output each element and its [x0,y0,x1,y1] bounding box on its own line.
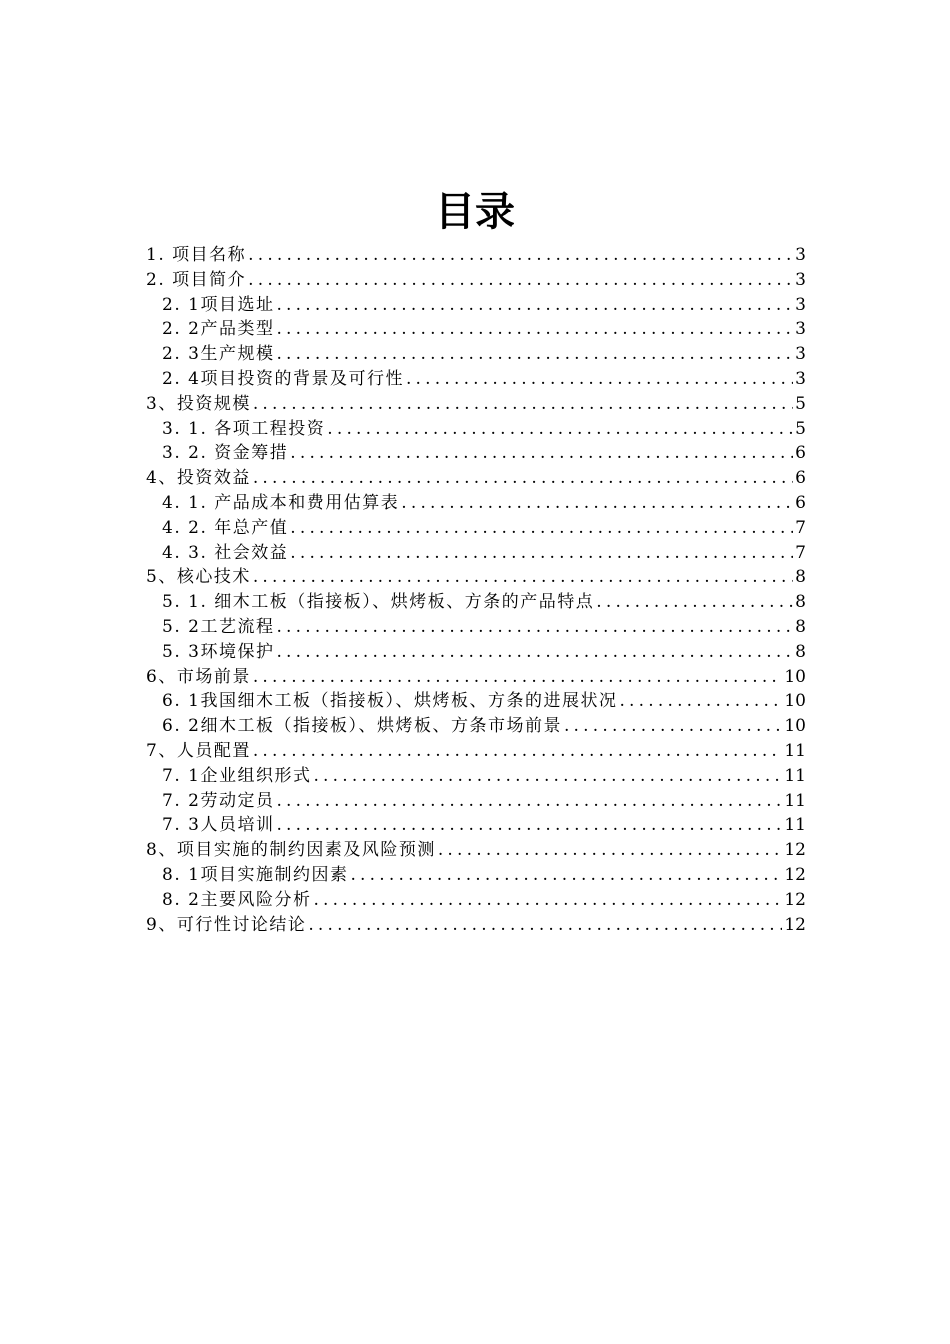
toc-dot-leader [290,516,793,541]
toc-dot-leader [276,615,793,640]
toc-entry-page-number: 8 [795,641,806,662]
toc-entry-label: 8. 2主要风险分析 [162,889,312,910]
toc-dot-leader [406,367,793,392]
toc-dot-leader [253,739,783,764]
toc-entry-page-number: 10 [784,691,806,712]
toc-entry[interactable] [146,813,806,838]
toc-entry[interactable] [146,764,806,789]
toc-entry-page-number: 8 [795,616,806,637]
toc-entry-page-number: 12 [784,840,806,861]
toc-dot-leader [276,342,793,367]
toc-entry[interactable] [146,863,806,888]
toc-entry-label: 6. 2细木工板（指接板）、烘烤板、方条市场前景 [162,716,562,737]
toc-dot-leader [276,317,793,342]
toc-dot-leader [313,764,782,789]
toc-dot-leader [248,243,793,268]
toc-entry[interactable] [146,590,806,615]
toc-entry-label: 2. 2产品类型 [162,319,275,340]
toc-entry[interactable] [146,838,806,863]
toc-dot-leader [253,565,793,590]
toc-entry[interactable] [146,491,806,516]
toc-dot-leader [248,268,793,293]
toc-dot-leader [308,913,782,938]
toc-entry[interactable] [146,243,806,268]
toc-entry[interactable] [146,367,806,392]
toc-entry-label: 1. 项目名称 [146,245,247,265]
toc-entry-page-number: 6 [795,492,806,513]
toc-entry[interactable] [146,541,806,566]
toc-entry-page-number: 12 [784,889,806,910]
toc-entry-page-number: 5 [795,393,806,414]
page-title: 目录 [435,189,515,235]
toc-entry[interactable] [146,392,806,417]
toc-entry-label: 4. 2. 年总产值 [162,517,289,538]
toc-entry-label: 5. 1. 细木工板（指接板）、烘烤板、方条的产品特点 [162,592,595,613]
toc-entry[interactable] [146,640,806,665]
toc-entry-page-number: 3 [795,368,806,389]
toc-entry-page-number: 12 [784,914,806,935]
toc-entry-label: 5. 2工艺流程 [162,616,275,637]
toc-entry-page-number: 12 [784,864,806,885]
toc-entry-page-number: 8 [795,567,806,588]
toc-dot-leader [276,293,793,318]
toc-entry-page-number: 3 [795,294,806,315]
toc-entry-page-number: 8 [795,592,806,613]
toc-entry[interactable] [146,789,806,814]
toc-entry-page-number: 7 [795,542,806,563]
toc-entry-page-number: 6 [795,468,806,489]
toc-entry-page-number: 10 [784,666,806,687]
toc-entry[interactable] [146,739,806,764]
toc-entry-page-number: 3 [795,344,806,365]
toc-dot-leader [290,541,793,566]
toc-entry[interactable] [146,689,806,714]
toc-entry[interactable] [146,417,806,442]
toc-entry-label: 6. 1我国细木工板（指接板）、烘烤板、方条的进展状况 [162,691,618,712]
toc-entry-label: 7. 2劳动定员 [162,790,275,811]
toc-entry-label: 2. 1项目选址 [162,294,275,315]
toc-entry-label: 8. 1项目实施制约因素 [162,864,349,885]
toc-entry-label: 2. 3生产规模 [162,344,275,365]
toc-entry-label: 7、人员配置 [146,740,251,761]
toc-entry-label: 7. 3人员培训 [162,815,275,836]
toc-entry[interactable] [146,615,806,640]
toc-entry-page-number: 11 [784,765,806,786]
toc-entry-label: 3、投资规模 [146,393,251,414]
toc-entry[interactable] [146,293,806,318]
toc-dot-leader [276,813,782,838]
toc-entry-page-number: 10 [784,716,806,737]
toc-entry-page-number: 11 [784,790,806,811]
toc-dot-leader [313,888,782,913]
toc-dot-leader [438,838,783,863]
toc-entry[interactable] [146,888,806,913]
toc-entry[interactable] [146,466,806,491]
toc-entry-page-number: 11 [784,740,806,761]
toc-entry-page-number: 6 [795,443,806,464]
toc-dot-leader [619,689,782,714]
table-of-contents [146,243,806,937]
toc-entry[interactable] [146,317,806,342]
toc-entry[interactable] [146,565,806,590]
toc-dot-leader [276,789,782,814]
toc-dot-leader [253,466,793,491]
toc-entry-page-number: 7 [795,517,806,538]
toc-entry-label: 4. 1. 产品成本和费用估算表 [162,492,400,513]
toc-entry-label: 2. 项目简介 [146,269,247,290]
toc-dot-leader [596,590,793,615]
toc-entry-label: 4. 3. 社会效益 [162,542,289,563]
toc-entry-label: 6、市场前景 [146,666,251,687]
toc-entry-label: 5、核心技术 [146,567,251,588]
toc-entry-label: 2. 4项目投资的背景及可行性 [162,368,404,389]
toc-dot-leader [401,491,793,516]
toc-entry-page-number: 3 [795,245,806,265]
toc-dot-leader [253,665,783,690]
toc-entry-page-number: 3 [795,319,806,340]
toc-dot-leader [253,392,793,417]
toc-dot-leader [327,417,793,442]
toc-entry[interactable] [146,268,806,293]
toc-dot-leader [350,863,782,888]
toc-entry-page-number: 5 [795,418,806,439]
toc-dot-leader [276,640,793,665]
toc-dot-leader [564,714,782,739]
toc-entry-label: 8、项目实施的制约因素及风险预测 [146,840,436,861]
toc-dot-leader [290,441,793,466]
toc-entry-label: 4、投资效益 [146,468,251,489]
toc-entry-label: 9、可行性讨论结论 [146,914,307,935]
toc-entry-page-number: 3 [795,269,806,290]
toc-entry[interactable] [146,342,806,367]
toc-entry-page-number: 11 [784,815,806,836]
toc-entry[interactable] [146,913,806,938]
toc-entry-label: 7. 1企业组织形式 [162,765,312,786]
toc-entry[interactable] [146,516,806,541]
toc-entry[interactable] [146,665,806,690]
toc-entry-label: 5. 3环境保护 [162,641,275,662]
toc-entry[interactable] [146,714,806,739]
toc-entry[interactable] [146,441,806,466]
toc-entry-label: 3. 1. 各项工程投资 [162,418,326,439]
toc-entry-label: 3. 2. 资金筹措 [162,443,289,464]
